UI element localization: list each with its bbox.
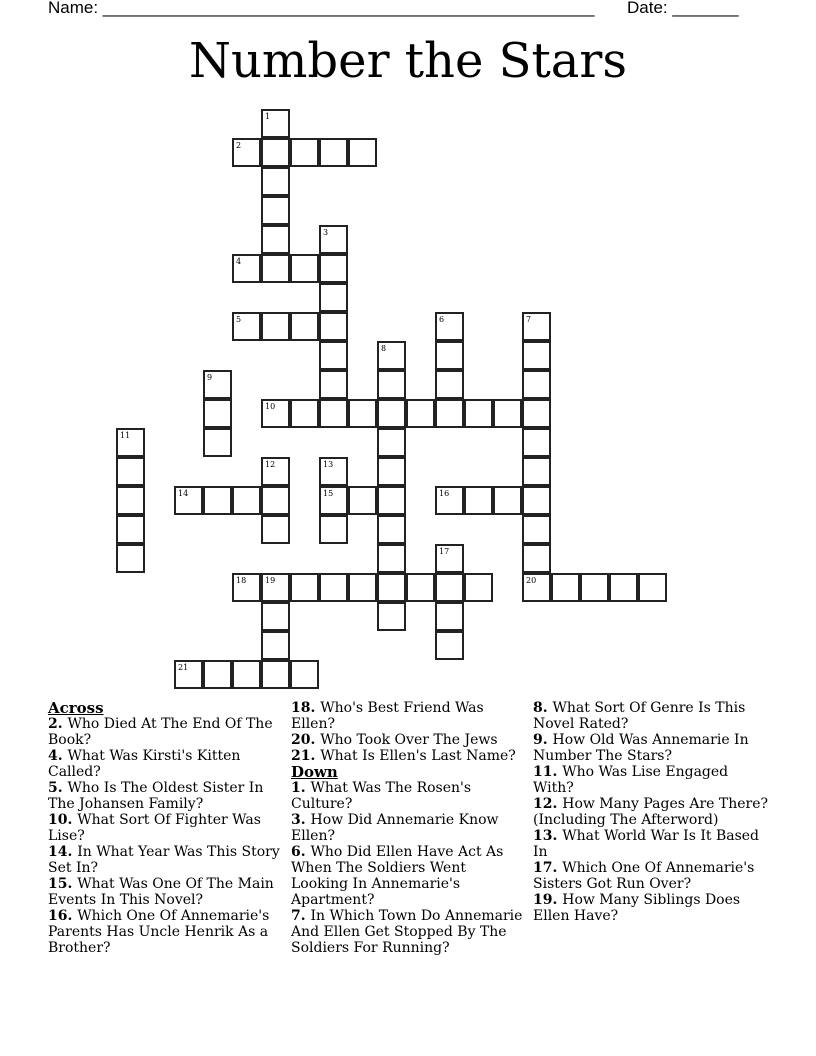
grid-cell[interactable] <box>203 428 232 457</box>
clues-column-2 <box>291 700 527 956</box>
grid-cell[interactable] <box>435 602 464 631</box>
clue-item: 17. Which One Of Annemarie's Sisters Got Run Over? <box>533 860 755 892</box>
clue-item: 6. Who Did Ellen Have Act As When The Soldiers Went Looking In Annemarie's Apartment? <box>291 844 504 908</box>
grid-cell[interactable] <box>377 544 406 573</box>
grid-cell[interactable] <box>232 254 261 283</box>
grid-cell[interactable] <box>464 399 493 428</box>
clue-item: 7. In Which Town Do Annemarie And Ellen Get Stopped By The Soldiers For Running? <box>291 908 523 956</box>
clue-number: 17 <box>439 547 450 556</box>
clue-number: 10 <box>265 402 276 411</box>
grid-cell[interactable] <box>261 631 290 660</box>
grid-cell[interactable] <box>116 544 145 573</box>
clue-number: 20 <box>526 576 537 585</box>
name-field-label: Name: ____________________________________________________ <box>48 0 595 17</box>
grid-cell[interactable] <box>435 573 464 602</box>
grid-cell[interactable] <box>232 138 261 167</box>
grid-cell[interactable] <box>377 515 406 544</box>
grid-cell[interactable] <box>174 660 203 689</box>
grid-cell[interactable] <box>261 254 290 283</box>
grid-cell[interactable] <box>261 138 290 167</box>
clue-item: 13. What World War Is It Based In <box>533 828 760 860</box>
grid-cell[interactable] <box>261 573 290 602</box>
clue-number: 5 <box>236 315 242 324</box>
clue-number: 19 <box>265 576 276 585</box>
clue-item: 20. Who Took Over The Jews <box>291 732 498 748</box>
grid-cell[interactable] <box>522 515 551 544</box>
grid-cell[interactable] <box>232 486 261 515</box>
grid-cell[interactable] <box>319 225 348 254</box>
grid-cell[interactable] <box>435 341 464 370</box>
grid-cell[interactable] <box>290 312 319 341</box>
grid-cell[interactable] <box>174 486 203 515</box>
grid-cell[interactable] <box>261 312 290 341</box>
clue-number: 4 <box>236 257 242 266</box>
grid-cell[interactable] <box>116 428 145 457</box>
date-field-label: Date: _______ <box>627 0 739 17</box>
clue-number: 6 <box>439 315 445 324</box>
clue-number: 15 <box>323 489 334 498</box>
grid-cell[interactable] <box>522 457 551 486</box>
grid-cell[interactable] <box>377 457 406 486</box>
grid-cell[interactable] <box>406 399 435 428</box>
grid-cell[interactable] <box>203 399 232 428</box>
clue-item: 2. Who Died At The End Of The Book? <box>48 716 273 748</box>
clue-number: 11 <box>120 431 131 440</box>
grid-cell[interactable] <box>261 660 290 689</box>
grid-cell[interactable] <box>319 370 348 399</box>
grid-cell[interactable] <box>377 573 406 602</box>
grid-cell[interactable] <box>261 196 290 225</box>
grid-cell[interactable] <box>348 399 377 428</box>
clue-number: 18 <box>236 576 247 585</box>
grid-cell[interactable] <box>261 486 290 515</box>
grid-cell[interactable] <box>493 486 522 515</box>
clue-item: 15. What Was One Of The Main Events In This Novel? <box>48 876 274 908</box>
clue-item: 14. In What Year Was This Story Set In? <box>48 844 280 876</box>
grid-cell[interactable] <box>435 631 464 660</box>
grid-cell[interactable] <box>319 515 348 544</box>
grid-cell[interactable] <box>522 486 551 515</box>
grid-cell[interactable] <box>290 138 319 167</box>
clue-item: 11. Who Was Lise Engaged With? <box>533 764 729 796</box>
clue-number: 12 <box>265 460 276 469</box>
grid-cell[interactable] <box>290 399 319 428</box>
grid-cell[interactable] <box>377 341 406 370</box>
grid-cell[interactable] <box>319 573 348 602</box>
clue-number: 8 <box>381 344 387 353</box>
grid-cell[interactable] <box>116 457 145 486</box>
clue-item: 18. Who's Best Friend Was Ellen? <box>291 700 484 732</box>
grid-cell[interactable] <box>319 138 348 167</box>
clue-number: 7 <box>526 315 532 324</box>
clues-column-3 <box>533 700 769 924</box>
grid-cell[interactable] <box>116 486 145 515</box>
clue-section-heading: Across <box>48 699 104 717</box>
grid-cell[interactable] <box>609 573 638 602</box>
grid-cell[interactable] <box>261 457 290 486</box>
grid-cell[interactable] <box>522 341 551 370</box>
clue-number: 9 <box>207 373 213 382</box>
grid-cell[interactable] <box>406 573 435 602</box>
clue-number: 16 <box>439 489 450 498</box>
grid-cell[interactable] <box>377 428 406 457</box>
clue-item: 8. What Sort Of Genre Is This Novel Rated? <box>533 700 746 732</box>
grid-cell[interactable] <box>551 573 580 602</box>
clue-item: 16. Which One Of Annemarie's Parents Has Uncle Henrik As a Brother? <box>48 908 270 956</box>
grid-cell[interactable] <box>203 486 232 515</box>
grid-cell[interactable] <box>261 515 290 544</box>
clue-number: 2 <box>236 141 242 150</box>
grid-cell[interactable] <box>435 370 464 399</box>
grid-cell[interactable] <box>348 486 377 515</box>
grid-cell[interactable] <box>522 544 551 573</box>
grid-cell[interactable] <box>203 370 232 399</box>
grid-cell[interactable] <box>319 283 348 312</box>
grid-cell[interactable] <box>319 312 348 341</box>
clue-number: 13 <box>323 460 334 469</box>
grid-cell[interactable] <box>435 399 464 428</box>
grid-cell[interactable] <box>116 515 145 544</box>
grid-cell[interactable] <box>319 254 348 283</box>
grid-cell[interactable] <box>232 660 261 689</box>
page-title: Number the Stars <box>189 33 627 89</box>
grid-cell[interactable] <box>464 573 493 602</box>
grid-cell[interactable] <box>348 573 377 602</box>
grid-cell[interactable] <box>319 399 348 428</box>
grid-cell[interactable] <box>377 399 406 428</box>
clue-item: 9. How Old Was Annemarie In Number The Stars? <box>533 732 749 764</box>
grid-cell[interactable] <box>435 486 464 515</box>
clue-number: 1 <box>265 112 271 121</box>
grid-cell[interactable] <box>319 341 348 370</box>
grid-cell[interactable] <box>377 486 406 515</box>
grid-cell[interactable] <box>435 544 464 573</box>
grid-cell[interactable] <box>290 254 319 283</box>
clue-number: 3 <box>323 228 329 237</box>
grid-cell[interactable] <box>435 312 464 341</box>
grid-cell[interactable] <box>522 428 551 457</box>
grid-cell[interactable] <box>290 573 319 602</box>
clue-item: 21. What Is Ellen's Last Name? <box>291 748 516 764</box>
grid-cell[interactable] <box>319 457 348 486</box>
grid-cell[interactable] <box>522 312 551 341</box>
grid-cell[interactable] <box>261 225 290 254</box>
grid-cell[interactable] <box>638 573 667 602</box>
grid-cell[interactable] <box>261 602 290 631</box>
grid-cell[interactable] <box>377 602 406 631</box>
grid-cell[interactable] <box>261 167 290 196</box>
clue-section-heading: Down <box>291 763 338 781</box>
clue-item: 4. What Was Kirsti's Kitten Called? <box>48 748 241 780</box>
grid-cell[interactable] <box>464 486 493 515</box>
grid-cell[interactable] <box>232 312 261 341</box>
grid-cell[interactable] <box>290 660 319 689</box>
clue-number: 14 <box>178 489 189 498</box>
grid-cell[interactable] <box>348 138 377 167</box>
grid-cell[interactable] <box>493 399 522 428</box>
clue-item: 12. How Many Pages Are There?(Including The Afterword) <box>533 796 769 828</box>
grid-cell[interactable] <box>580 573 609 602</box>
grid-cell[interactable] <box>261 109 290 138</box>
clue-item: 1. What Was The Rosen's Culture? <box>291 780 472 812</box>
grid-cell[interactable] <box>232 573 261 602</box>
grid-cell[interactable] <box>319 486 348 515</box>
clue-item: 10. What Sort Of Fighter Was Lise? <box>48 812 261 844</box>
grid-cell[interactable] <box>261 399 290 428</box>
grid-cell[interactable] <box>203 660 232 689</box>
grid-cell[interactable] <box>522 370 551 399</box>
clue-item: 3. How Did Annemarie Know Ellen? <box>291 812 499 844</box>
grid-cell[interactable] <box>522 573 551 602</box>
grid-cell[interactable] <box>522 399 551 428</box>
clue-item: 19. How Many Siblings Does Ellen Have? <box>533 892 741 924</box>
clues-column-1 <box>48 700 284 956</box>
clue-item: 5. Who Is The Oldest Sister In The Johansen Family? <box>48 780 264 812</box>
clue-number: 21 <box>178 663 189 672</box>
grid-cell[interactable] <box>377 370 406 399</box>
